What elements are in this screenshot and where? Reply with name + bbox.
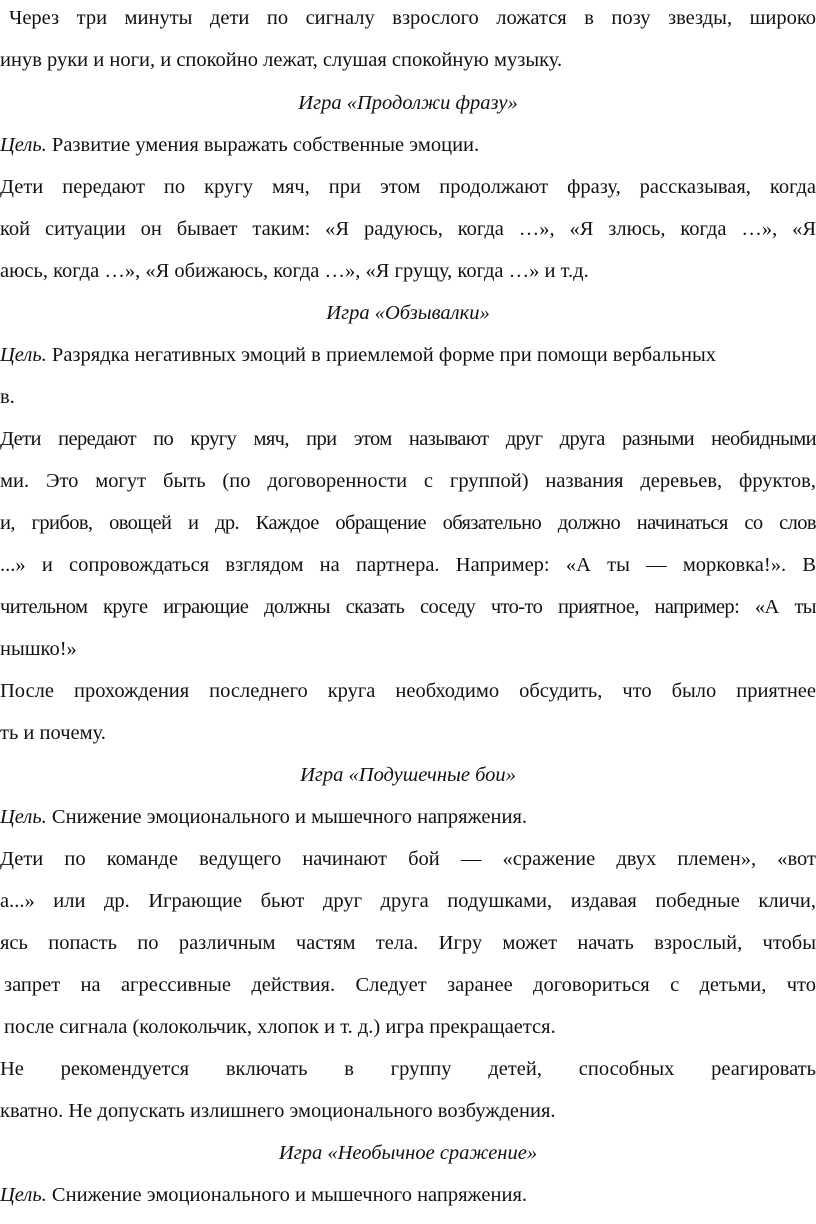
- paragraph-line: запрет на агрессивные действия. Следует заранее договориться с детьми, что: [4, 974, 816, 996]
- goal-label: Цель.: [0, 1184, 47, 1206]
- paragraph-line: аюсь, когда …», «Я обижаюсь, когда …», «Я грущу, когда …» и т.д.: [0, 260, 589, 282]
- goal-label: Цель.: [0, 134, 47, 156]
- paragraph-line: нышко!»: [0, 638, 77, 660]
- goal-text: Снижение эмоционального и мышечного напряжения.: [46, 806, 528, 828]
- paragraph-line: Дети по команде ведущего начинают бой — «сражение двух племен», «вот: [0, 848, 816, 870]
- paragraph-line: ми. Это могут быть (по договоренности с группой) названия деревьев, фруктов,: [0, 470, 816, 492]
- paragraph-line: и, грибов, овощей и др. Каждое обращение обязательно должно начинаться со слов: [0, 512, 816, 534]
- game-heading-continue-phrase: Игра «Продолжи фразу»: [298, 92, 518, 114]
- paragraph-line: а...» или др. Играющие бьют друг друга подушками, издавая победные кличи,: [0, 890, 816, 912]
- goal-text: Развитие умения выражать собственные эмоции.: [46, 134, 480, 156]
- goal-text: Снижение эмоционального и мышечного напряжения.: [46, 1184, 528, 1206]
- paragraph-line: ...» и сопровождаться взглядом на партнера. Например: «А ты — морковка!». В: [0, 554, 816, 576]
- goal-line: [0, 131, 816, 159]
- paragraph-line: ясь попасть по различным частям тела. Игру может начать взрослый, чтобы: [0, 932, 816, 954]
- game-heading-pillow-fight: Игра «Подушечные бои»: [300, 764, 516, 786]
- paragraph-line: чительном круге играющие должны сказать соседу что-то приятное, например: «А ты: [0, 596, 816, 618]
- goal-line: [0, 1181, 816, 1209]
- paragraph-line: ть и почему.: [0, 722, 106, 744]
- paragraph-line: Не рекомендуется включать в группу детей, способных реагировать: [0, 1058, 816, 1080]
- paragraph-line: Через три минуты дети по сигналу взрослого ложатся в позу звезды, широко: [9, 7, 816, 29]
- goal-label: Цель.: [0, 806, 47, 828]
- paragraph-line: После прохождения последнего круга необходимо обсудить, что было приятнее: [0, 680, 816, 702]
- goal-text: Разрядка негативных эмоций в приемлемой форме при помощи вербальных: [46, 344, 716, 366]
- goal-line: [0, 341, 816, 369]
- paragraph-line: кватно. Не допускать излишнего эмоционального возбуждения.: [0, 1100, 556, 1122]
- paragraph-line: в.: [0, 386, 15, 408]
- game-heading-unusual-battle: Игра «Необычное сражение»: [278, 1142, 538, 1164]
- game-heading-name-calling: Игра «Обзывалки»: [326, 302, 490, 324]
- paragraph-line: после сигнала (колокольчик, хлопок и т. д.) игра прекращается.: [4, 1016, 556, 1038]
- paragraph-line: Дети передают по кругу мяч, при этом называют друг друга разными необидными: [0, 428, 816, 450]
- paragraph-line: Дети передают по кругу мяч, при этом продолжают фразу, рассказывая, когда: [0, 176, 816, 198]
- paragraph-line: кой ситуации он бывает таким: «Я радуюсь, когда …», «Я злюсь, когда …», «Я: [0, 218, 816, 240]
- goal-line: [0, 803, 816, 831]
- goal-label: Цель.: [0, 344, 47, 366]
- paragraph-line: инув руки и ноги, и спокойно лежат, слушая спокойную музыку.: [0, 49, 563, 71]
